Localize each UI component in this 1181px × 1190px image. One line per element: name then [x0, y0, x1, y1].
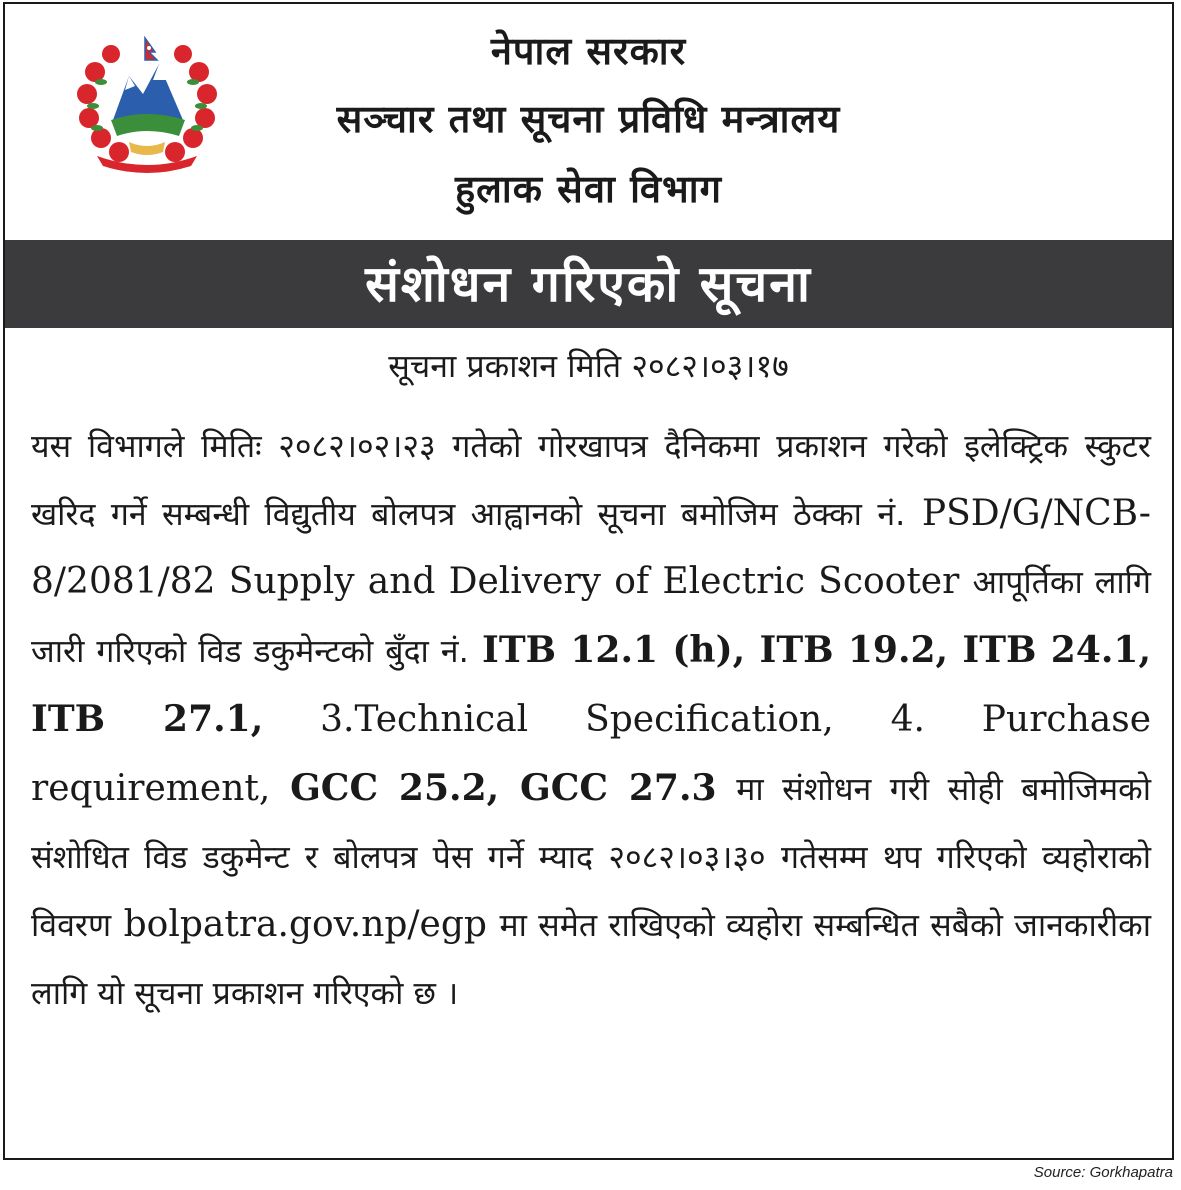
egp-website: bolpatra.gov.np/egp — [123, 904, 487, 945]
ministry-name: सञ्चार तथा सूचना प्रविधि मन्त्रालय — [336, 97, 841, 141]
notice-frame — [3, 2, 1174, 1160]
amended-clauses-sections: 3.Technical Specification, 4. Purchase requirement, — [31, 699, 1151, 809]
notice-body — [31, 412, 1151, 1027]
contract-title: Supply and Delivery of Electric Scooter — [228, 561, 960, 602]
publication-date: सूचना प्रकाशन मिति २०८२।०३।१७ — [388, 347, 789, 385]
government-name: नेपाल सरकार — [490, 29, 687, 73]
source-credit: Source: Gorkhapatra — [1033, 1164, 1173, 1181]
department-name: हुलाक सेवा विभाग — [454, 167, 722, 211]
notice-title-banner: संशोधन गरिएको सूचना — [5, 240, 1172, 328]
contract-number: PSD/G/NCB-8/2081/82 — [31, 493, 1151, 602]
body-bid-document-text: आपूर्तिका लागि जारी गरिएको विड डकुमेन्टको बुँदा नं. — [31, 563, 1151, 670]
body-intro-text: यस विभागले मितिः २०८२।०२।२३ गतेको गोरखापत्र दैनिकमा प्रकाशन गरेको इलेक्ट्रिक स्कुटर खरिद गर्ने सम्बन्धी विद्युतीय बोलपत्र आह्वानको सूचना बमोजिम ठेक्का नं. — [31, 427, 1151, 533]
amended-clauses-itb: ITB 12.1 (h), ITB 19.2, ITB 24.1, ITB 27.1, — [31, 629, 1152, 740]
amended-clauses-gcc: GCC 25.2, GCC 27.3 — [290, 767, 717, 809]
notice-header — [5, 4, 1172, 240]
body-closing-text: मा समेत राखिएको व्यहोरा सम्बन्धित सबैको जानकारीका लागि यो सूचना प्रकाशन गरिएको छ । — [31, 906, 1151, 1012]
body-deadline-text: मा संशोधन गरी सोही बमोजिमको संशोधित विड डकुमेन्ट र बोलपत्र पेस गर्ने म्याद २०८२।०३।३० गतेसम्म थप गरिएको व्यहोराको विवरण — [31, 770, 1152, 944]
